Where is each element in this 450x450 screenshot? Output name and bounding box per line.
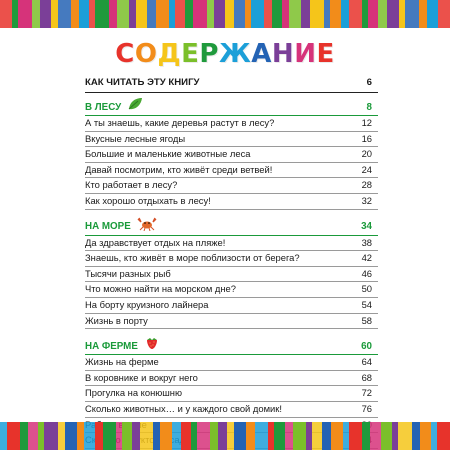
- stripe: [193, 0, 207, 28]
- stripe: [28, 422, 38, 450]
- toc-item-page: 72: [361, 387, 372, 399]
- stripe: [116, 422, 122, 450]
- stripe: [285, 422, 293, 450]
- toc-row[interactable]: [85, 314, 378, 330]
- toc-item-page: 50: [361, 283, 372, 295]
- table-of-contents: [85, 75, 378, 449]
- toc-row[interactable]: [85, 236, 378, 252]
- section-title: НА ФЕРМЕ: [85, 340, 138, 352]
- section-header[interactable]: [85, 99, 378, 116]
- stripe: [103, 422, 116, 450]
- stripe: [251, 0, 264, 28]
- section-title: В ЛЕСУ: [85, 101, 122, 113]
- stripe: [282, 0, 289, 28]
- stripe: [207, 0, 214, 28]
- stripe: [58, 0, 71, 28]
- toc-item-label: Да здравствует отдых на пляже!: [85, 236, 226, 248]
- toc-item-label: Кто работает в лесу?: [85, 179, 178, 191]
- stripe: [293, 422, 306, 450]
- title-letter: И: [294, 39, 317, 69]
- toc-item-page: 24: [361, 163, 372, 175]
- stripe: [343, 422, 349, 450]
- toc-item-page: 32: [361, 194, 372, 206]
- leaf-icon: [127, 97, 143, 117]
- stripe: [246, 422, 255, 450]
- section-header[interactable]: [85, 219, 378, 236]
- section-gap: [85, 210, 378, 216]
- stripe: [89, 0, 95, 28]
- stripe: [349, 0, 362, 28]
- toc-item-page: 64: [361, 356, 372, 368]
- stripe: [301, 0, 310, 28]
- stripe: [214, 0, 226, 28]
- toc-item-page: 6: [366, 77, 372, 88]
- stripe: [129, 0, 136, 28]
- stripe: [264, 0, 272, 28]
- stripe: [32, 0, 40, 28]
- stripe: [95, 0, 109, 28]
- toc-item-label: На борту круизного лайнера: [85, 298, 209, 310]
- stripe: [0, 422, 7, 450]
- stripe: [132, 422, 140, 450]
- stripe: [18, 0, 32, 28]
- toc-item-label: Сколько животных… и у каждого свой домик!: [85, 402, 282, 414]
- toc-row[interactable]: [85, 116, 378, 132]
- stripe: [420, 422, 431, 450]
- strawberry-icon: [144, 336, 160, 356]
- toc-row[interactable]: [85, 132, 378, 148]
- stripe: [324, 0, 330, 28]
- page-title: [0, 39, 450, 69]
- stripe: [117, 0, 129, 28]
- stripe: [122, 422, 132, 450]
- section-header[interactable]: [85, 338, 378, 355]
- stripe: [185, 0, 193, 28]
- stripe: [44, 422, 58, 450]
- toc-item-label: Что можно найти на морском дне?: [85, 283, 236, 295]
- stripe: [51, 0, 58, 28]
- stripe: [310, 0, 324, 28]
- section-title-group: [85, 336, 160, 356]
- stripe: [79, 0, 89, 28]
- stripe: [65, 422, 77, 450]
- stripe: [234, 0, 245, 28]
- stripe: [330, 0, 341, 28]
- crab-icon: [137, 217, 157, 237]
- stripe: [370, 422, 381, 450]
- toc-row[interactable]: [85, 355, 378, 371]
- toc-row[interactable]: [85, 282, 378, 298]
- toc-item-page: 42: [361, 252, 372, 264]
- toc-item-label: Тысячи разных рыб: [85, 267, 171, 279]
- stripe: [40, 0, 51, 28]
- section-page: 34: [361, 221, 372, 233]
- title-letter: А: [251, 39, 272, 69]
- stripe: [95, 422, 104, 450]
- stripe: [71, 0, 80, 28]
- stripe: [312, 422, 322, 450]
- stripe: [362, 0, 369, 28]
- stripe: [274, 422, 285, 450]
- toc-item-page: 54: [361, 298, 372, 310]
- stripe: [368, 0, 378, 28]
- stripe: [197, 422, 210, 450]
- stripe: [272, 0, 282, 28]
- stripe: [225, 0, 234, 28]
- title-letter: О: [134, 39, 158, 69]
- toc-row[interactable]: [85, 298, 378, 314]
- toc-row[interactable]: [85, 267, 378, 283]
- stripe: [349, 422, 363, 450]
- toc-item-label: Вкусные лесные ягоды: [85, 132, 186, 144]
- title-letter: Н: [271, 39, 295, 69]
- stripe: [0, 0, 12, 28]
- section-page: 8: [366, 101, 372, 113]
- toc-item-page: 68: [361, 371, 372, 383]
- bottom-color-stripes: [0, 422, 450, 450]
- toc-intro-row[interactable]: [85, 75, 378, 93]
- toc-item-page: 38: [361, 236, 372, 248]
- stripe: [431, 422, 438, 450]
- title-letter: Ж: [218, 39, 252, 69]
- stripe: [306, 422, 313, 450]
- stripe: [419, 0, 427, 28]
- toc-row[interactable]: [85, 147, 378, 163]
- toc-row[interactable]: [85, 194, 378, 210]
- toc-item-label: КАК ЧИТАТЬ ЭТУ КНИГУ: [85, 77, 200, 88]
- stripe: [153, 422, 160, 450]
- toc-item-label: А ты знаешь, какие деревья растут в лесу?: [85, 117, 275, 128]
- section-title-group: [85, 97, 143, 117]
- toc-item-label: Жизнь на ферме: [85, 356, 159, 368]
- stripe: [218, 422, 228, 450]
- toc-item-page: 16: [361, 132, 372, 144]
- stripe: [181, 422, 192, 450]
- toc-row[interactable]: [85, 251, 378, 267]
- stripe: [255, 422, 269, 450]
- stripe: [322, 422, 331, 450]
- stripe: [398, 422, 412, 450]
- stripe: [109, 0, 117, 28]
- title-letter: С: [115, 39, 135, 69]
- toc-item-label: В коровнике и вокруг него: [85, 371, 198, 383]
- section-title-group: [85, 217, 157, 237]
- toc-item-page: 76: [361, 402, 372, 414]
- toc-sections: [85, 99, 378, 449]
- stripe: [147, 0, 156, 28]
- toc-item-label: Прогулка на конюшню: [85, 387, 183, 399]
- toc-row[interactable]: [85, 371, 378, 387]
- title-letter: Д: [157, 39, 182, 69]
- stripe: [58, 422, 66, 450]
- toc-row[interactable]: [85, 163, 378, 179]
- stripe: [437, 422, 450, 450]
- stripe: [136, 0, 147, 28]
- title-letter: Р: [199, 39, 219, 69]
- title-letter: Е: [181, 39, 200, 69]
- top-color-stripes: [0, 0, 450, 28]
- toc-item-label: Большие и маленькие животные леса: [85, 148, 251, 160]
- stripe: [289, 0, 301, 28]
- section-title: НА МОРЕ: [85, 221, 131, 233]
- stripe: [438, 0, 450, 28]
- stripe: [175, 0, 185, 28]
- toc-item-label: Жизнь в порту: [85, 314, 148, 326]
- toc-item-page: 46: [361, 267, 372, 279]
- toc-item-label: Как хорошо отдыхать в лесу!: [85, 194, 211, 206]
- toc-row[interactable]: [85, 386, 378, 402]
- stripe: [156, 0, 169, 28]
- stripe: [387, 0, 399, 28]
- toc-row[interactable]: [85, 402, 378, 418]
- toc-row[interactable]: [85, 178, 378, 194]
- stripe: [227, 422, 234, 450]
- stripe: [210, 422, 218, 450]
- section-page: 60: [361, 340, 372, 352]
- stripe: [140, 422, 154, 450]
- stripe: [160, 422, 172, 450]
- stripe: [77, 422, 84, 450]
- toc-item-page: 58: [361, 314, 372, 326]
- stripe: [412, 422, 420, 450]
- stripe: [234, 422, 246, 450]
- stripe: [7, 422, 20, 450]
- toc-item-label: Знаешь, кто живёт в море поблизости от берега?: [85, 252, 300, 264]
- section-gap: [85, 329, 378, 335]
- stripe: [362, 422, 370, 450]
- stripe: [84, 422, 95, 450]
- toc-item-label: Давай посмотрим, кто живёт среди ветвей!: [85, 163, 273, 175]
- toc-item-page: 20: [361, 148, 372, 160]
- toc-item-page: 12: [361, 117, 372, 128]
- stripe: [381, 422, 393, 450]
- stripe: [378, 0, 387, 28]
- stripe: [20, 422, 29, 450]
- stripe: [405, 0, 419, 28]
- stripe: [172, 422, 181, 450]
- title-letter: Е: [316, 39, 335, 69]
- stripe: [331, 422, 343, 450]
- toc-item-page: 28: [361, 179, 372, 191]
- stripe: [341, 0, 349, 28]
- stripe: [427, 0, 438, 28]
